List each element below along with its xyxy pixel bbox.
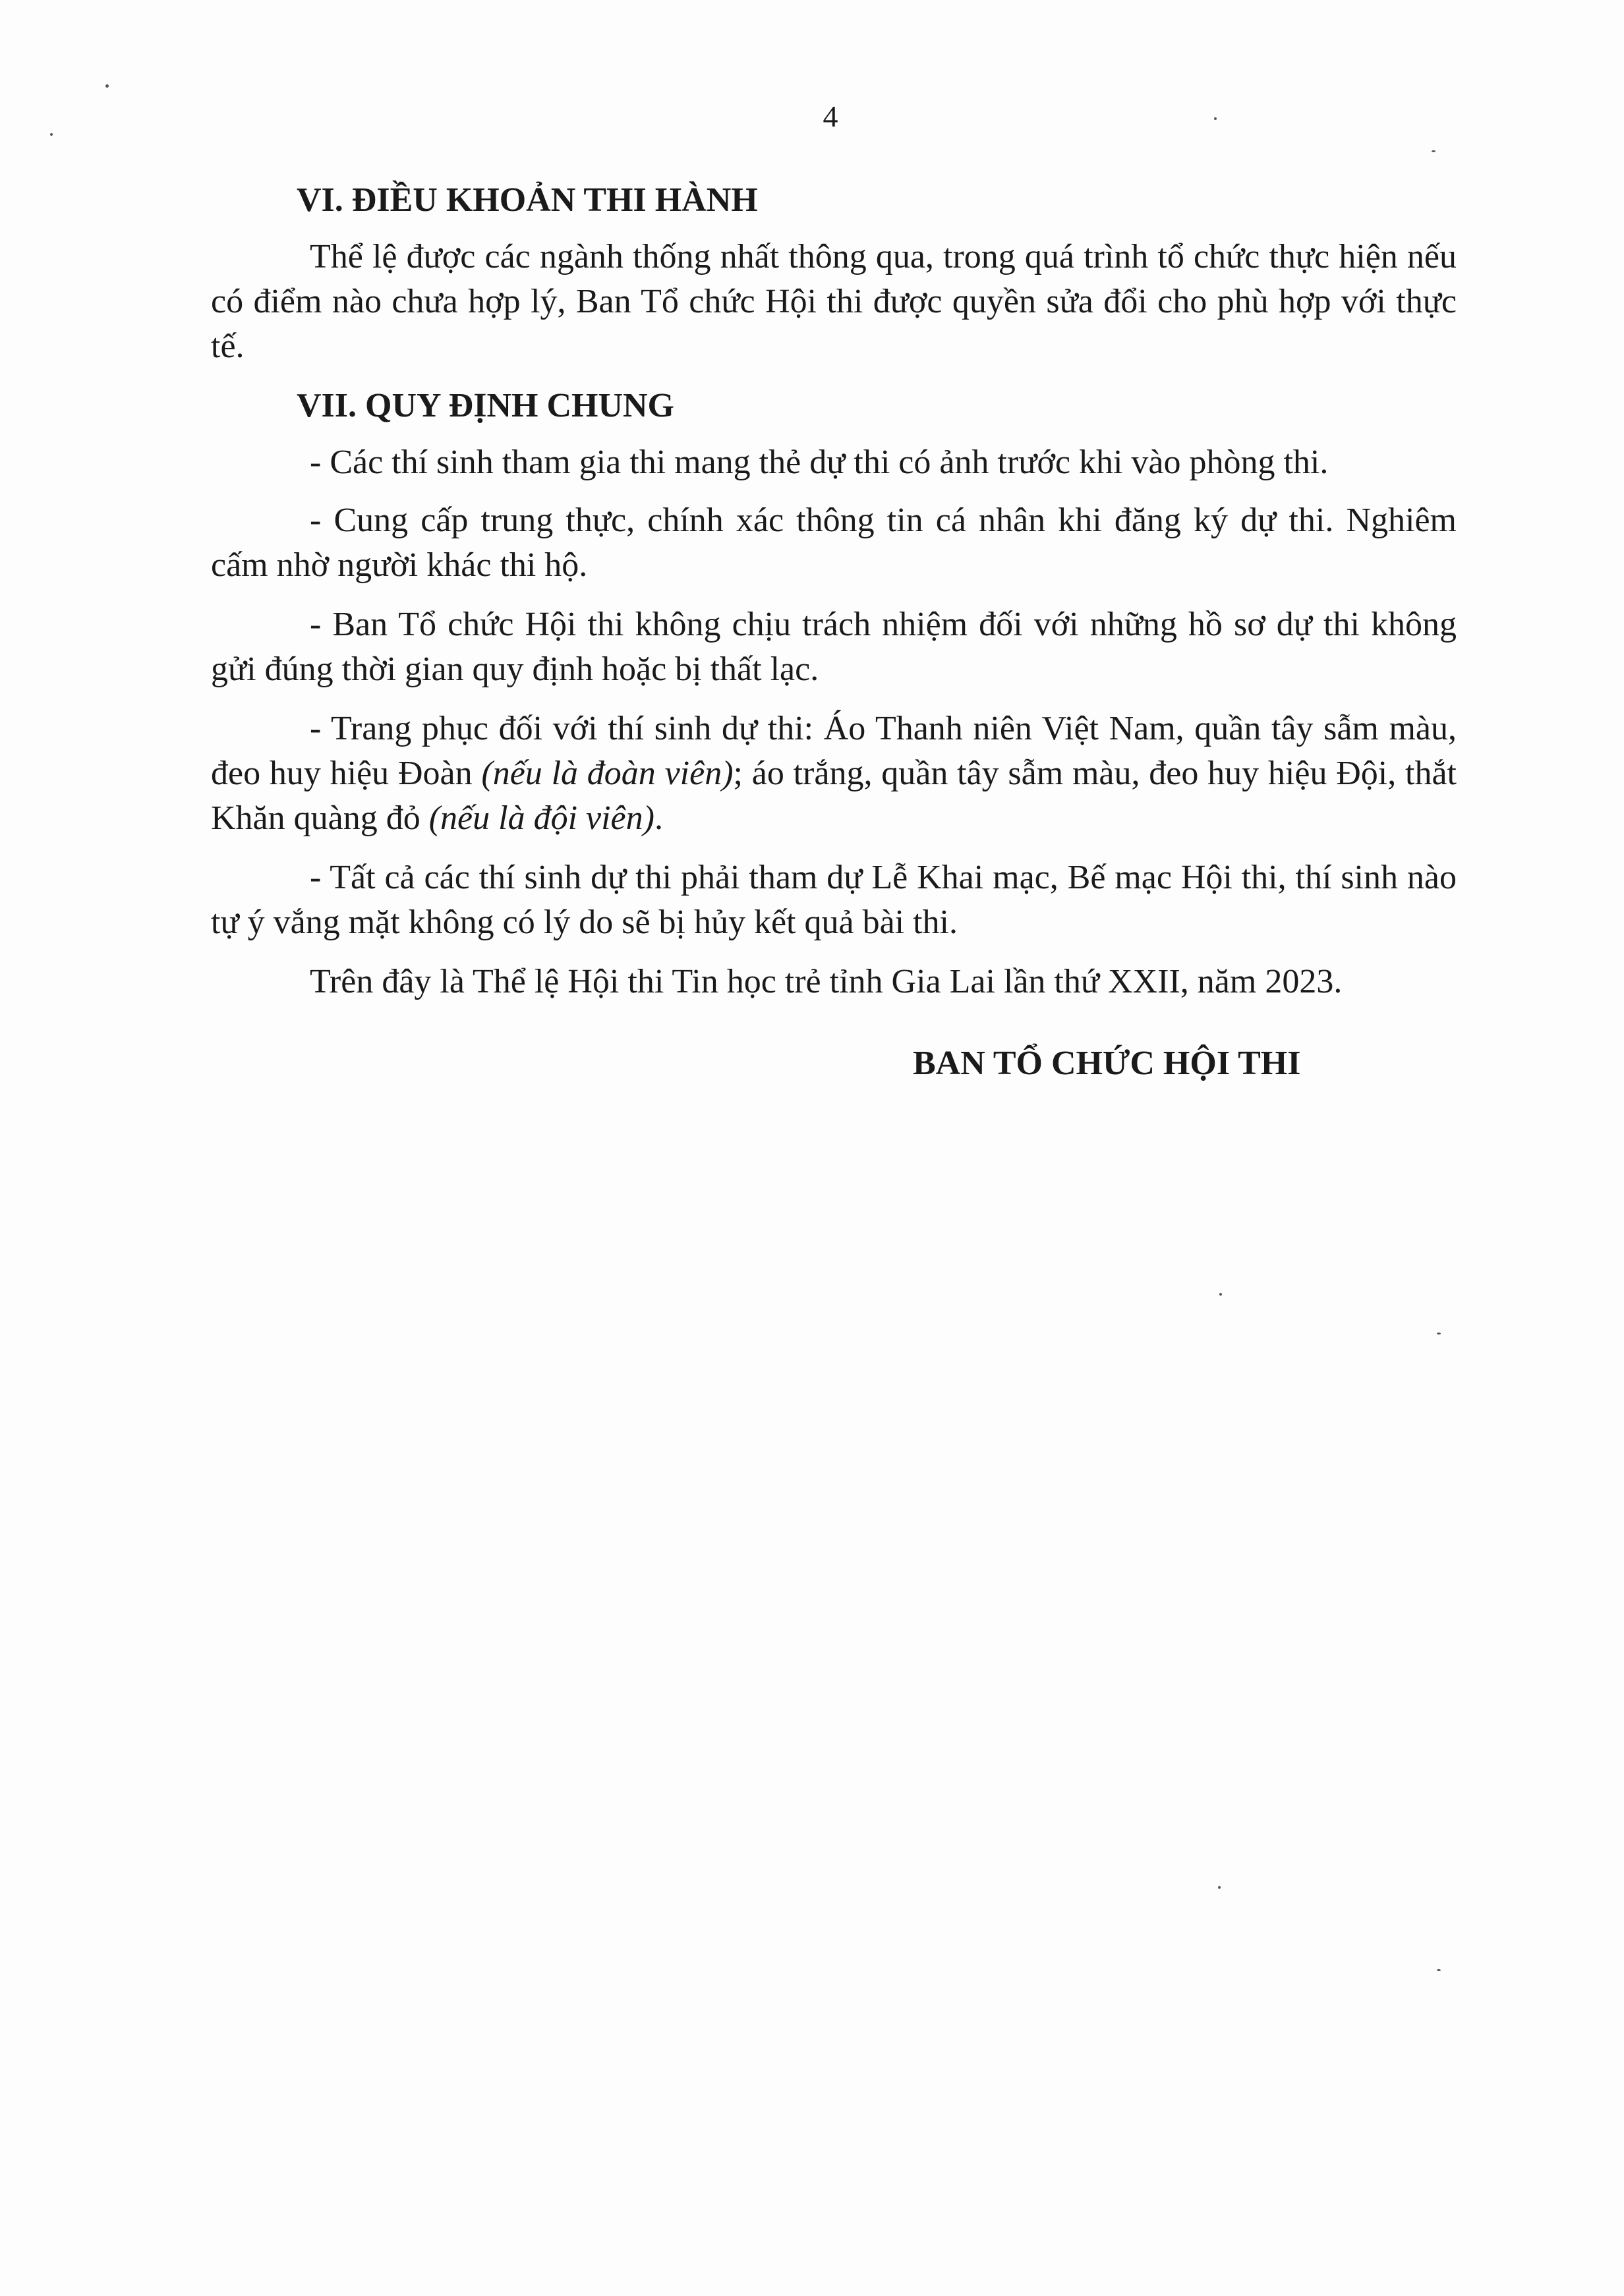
- scan-speck: [1214, 117, 1217, 120]
- scan-speck: [105, 84, 109, 88]
- scan-speck: [1218, 1886, 1221, 1889]
- page-number: 4: [823, 100, 838, 133]
- scan-speck: [1219, 1293, 1222, 1296]
- scan-speck: [50, 133, 53, 136]
- paragraph-attire: [211, 706, 1457, 841]
- document-body: [211, 178, 1457, 1019]
- scan-speck: [1432, 150, 1436, 152]
- attire-text-3: .: [654, 799, 663, 837]
- scan-speck: [1437, 1969, 1441, 1971]
- paragraph-exam-card: - Các thí sinh tham gia thi mang thẻ dự thi có ảnh trước khi vào phòng thi.: [310, 444, 1329, 481]
- signature-organizing-committee: BAN TỔ CHỨC HỘI THI: [913, 1045, 1301, 1082]
- paragraph-documents: - Ban Tổ chức Hội thi không chịu trách nhiệm đối với những hồ sơ dự thi không gửi đúng thời gian quy định hoặc bị thất lạc.: [211, 606, 1457, 688]
- section-heading-vi: VI. ĐIỀU KHOẢN THI HÀNH: [297, 181, 758, 219]
- paragraph-conclusion: Trên đây là Thể lệ Hội thi Tin học trẻ tỉnh Gia Lai lần thứ XXII, năm 2023.: [310, 963, 1343, 1000]
- paragraph-execution-terms: Thể lệ được các ngành thống nhất thông qua, trong quá trình tổ chức thực hiện nếu có điểm nào chưa hợp lý, Ban Tổ chức Hội thi được quyền sửa đổi cho phù hợp với thực tế.: [211, 238, 1457, 365]
- attire-text-1: - Trang phục đối với thí sinh dự thi: Áo Thanh niên Việt Nam, quần tây sẫm màu, đeo huy hiệu Đoàn: [211, 710, 1457, 792]
- attire-text-2: ; áo trắng, quần tây sẫm màu, đeo huy hiệu Đội, thắt Khăn quàng đỏ: [211, 755, 1457, 837]
- attire-italic-pioneer: (nếu là đội viên): [428, 799, 654, 837]
- paragraph-ceremony: - Tất cả các thí sinh dự thi phải tham dự Lễ Khai mạc, Bế mạc Hội thi, thí sinh nào tự ý vắng mặt không có lý do sẽ bị hủy kết quả bài thi.: [211, 859, 1457, 941]
- scan-speck: [1437, 1333, 1441, 1335]
- section-heading-vii: VII. QUY ĐỊNH CHUNG: [297, 387, 674, 424]
- attire-italic-union: (nếu là đoàn viên): [481, 755, 734, 792]
- paragraph-honest-info: - Cung cấp trung thực, chính xác thông tin cá nhân khi đăng ký dự thi. Nghiêm cấm nhờ người khác thi hộ.: [211, 502, 1457, 584]
